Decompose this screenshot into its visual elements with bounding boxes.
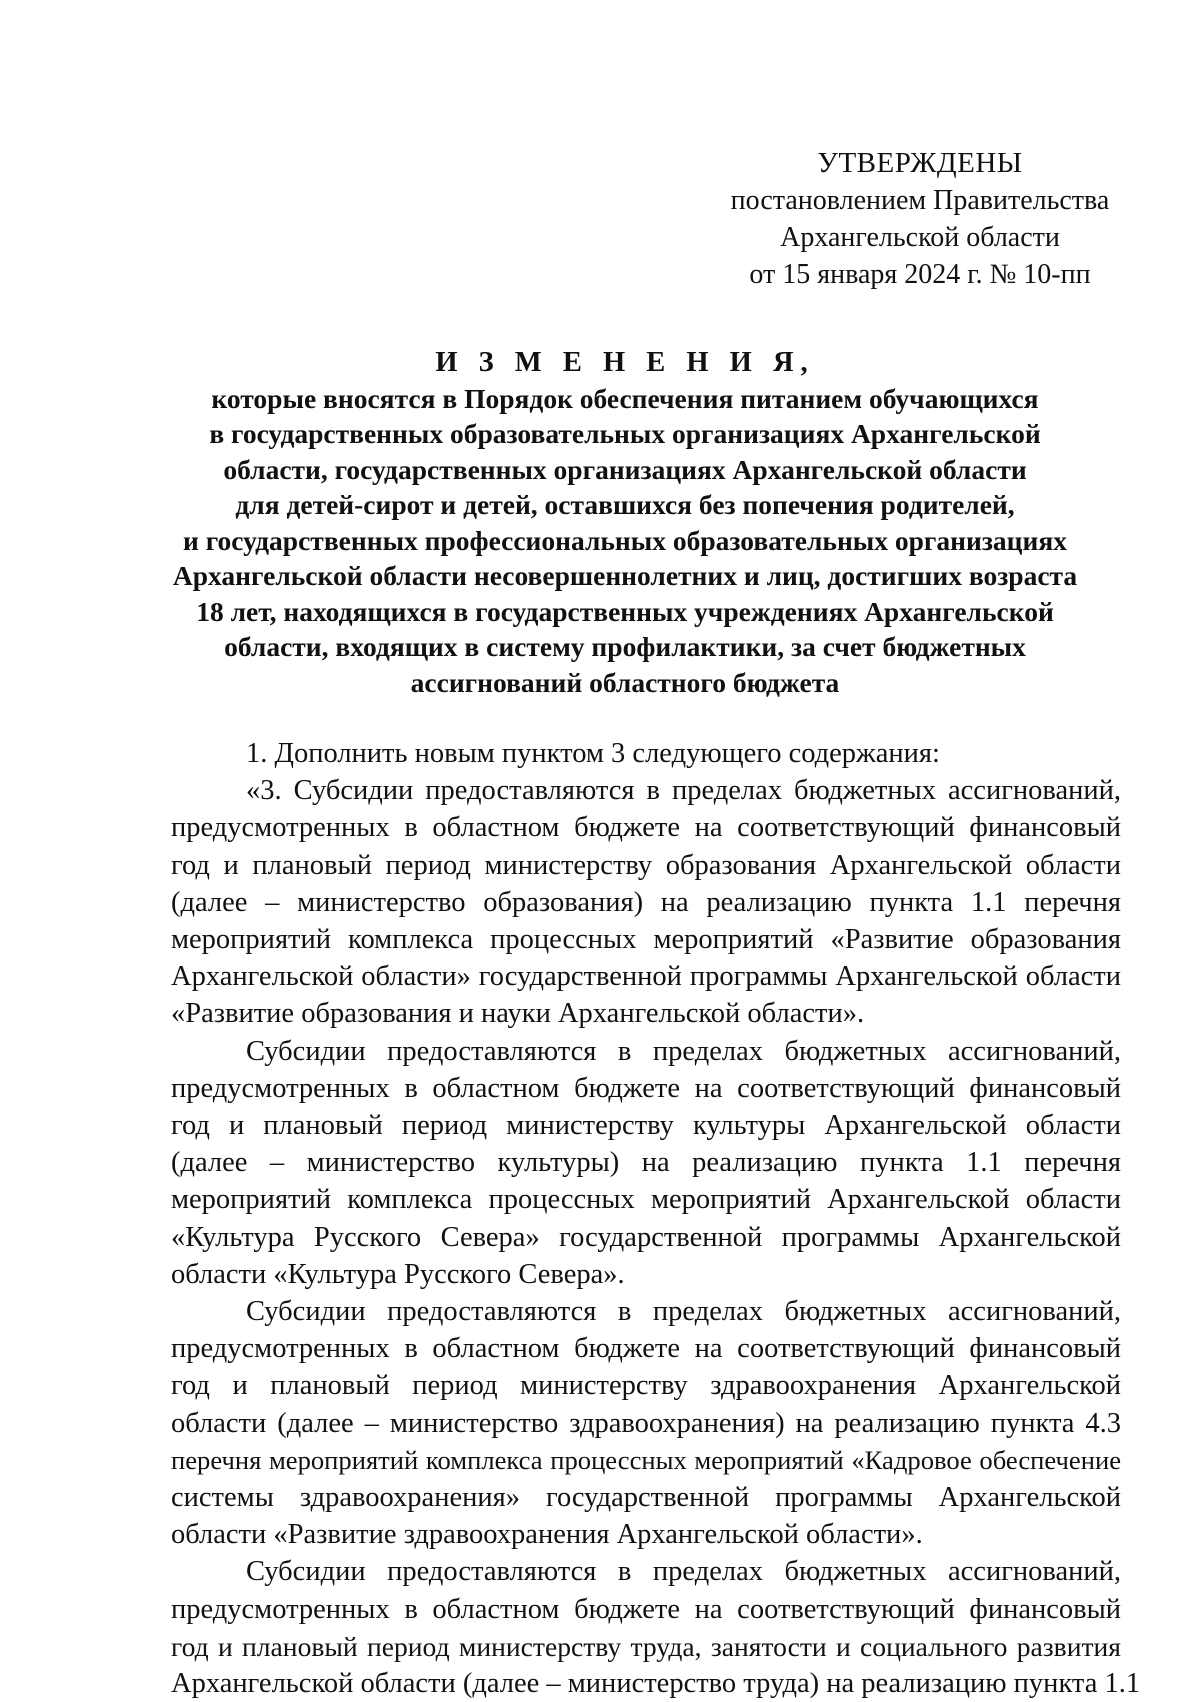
body-line: «Развитие образования и науки Архангельской области». (171, 998, 865, 1030)
body-line: 1. Дополнить новым пунктом 3 следующего содержания: (246, 738, 940, 769)
body-line: перечня мероприятий комплекса процессных мероприятий «Кадровое обеспечение (171, 1444, 1121, 1475)
approval-line: Архангельской области (780, 222, 1060, 253)
body-line: Архангельской области» государственной программы Архангельской области (171, 961, 1121, 993)
body-line: области «Культура Русского Севера». (171, 1258, 625, 1290)
body-line: области (далее – министерство здравоохранения) на реализацию пункта 4.3 (171, 1407, 1121, 1439)
heading-line: которые вносятся в Порядок обеспечения питанием обучающихся (211, 382, 1039, 414)
body-line: мероприятий комплекса процессных мероприятий «Развитие образования (171, 924, 1121, 956)
body-line: (далее – министерство образования) на реализацию пункта 1.1 перечня (171, 886, 1121, 918)
heading-line: 18 лет, находящихся в государственных учреждениях Архангельской (196, 595, 1054, 627)
approval-line: постановлением Правительства (730, 185, 1110, 216)
approval-date-line: от 15 января 2024 г. № 10-пп (749, 259, 1091, 290)
approval-block (720, 145, 1120, 293)
heading-line: и государственных профессиональных образовательных организациях (183, 524, 1067, 556)
body-line: «Культура Русского Севера» государственной программы Архангельской (171, 1221, 1121, 1253)
body-line: системы здравоохранения» государственной программы Архангельской (171, 1482, 1121, 1514)
approval-title: УТВЕРЖДЕНЫ (817, 147, 1023, 179)
body-line: предусмотренных в областном бюджете на соответствующий финансовый (171, 1333, 1121, 1365)
body-line: год и плановый период министерству культуры Архангельской области (171, 1110, 1121, 1142)
heading-line: области, государственных организациях Архангельской области (223, 453, 1027, 485)
body-line: Субсидии предоставляются в пределах бюджетных ассигнований, (246, 1296, 1121, 1328)
body-line: (далее – министерство культуры) на реализацию пункта 1.1 перечня (171, 1147, 1121, 1179)
heading-title-word: И З М Е Н Е Н И Я, (435, 347, 815, 378)
heading-line: Архангельской области несовершеннолетних и лиц, достигших возраста (172, 560, 1078, 591)
heading-line: для детей-сирот и детей, оставшихся без попечения родителей, (235, 489, 1015, 520)
body-line: Архангельской области (далее – министерство труда) на реализацию пункта 1.1 (171, 1668, 1141, 1700)
document-heading (165, 345, 1085, 700)
body-line: год и плановый период министерству образования Архангельской области (171, 849, 1121, 881)
document-body (171, 735, 1141, 1702)
body-line: области «Развитие здравоохранения Архангельской области». (171, 1519, 923, 1551)
body-line: год и плановый период министерству здравоохранения Архангельской (171, 1370, 1121, 1402)
body-line: Субсидии предоставляются в пределах бюджетных ассигнований, (246, 1556, 1121, 1588)
body-line: год и плановый период министерству труда, занятости и социального развития (171, 1630, 1121, 1662)
body-line: предусмотренных в областном бюджете на соответствующий финансовый (171, 1072, 1121, 1104)
heading-line: области, входящих в систему профилактики, за счет бюджетных (224, 631, 1026, 662)
body-line: предусмотренных в областном бюджете на соответствующий финансовый (171, 812, 1121, 844)
body-line: мероприятий комплекса процессных мероприятий Архангельской области (171, 1184, 1121, 1216)
body-line: Субсидии предоставляются в пределах бюджетных ассигнований, (246, 1035, 1121, 1067)
heading-line: ассигнований областного бюджета (410, 666, 840, 698)
body-line: «3. Субсидии предоставляются в пределах бюджетных ассигнований, (246, 775, 1121, 807)
body-line: предусмотренных в областном бюджете на соответствующий финансовый (171, 1593, 1121, 1625)
heading-line: в государственных образовательных организациях Архангельской (209, 418, 1041, 449)
